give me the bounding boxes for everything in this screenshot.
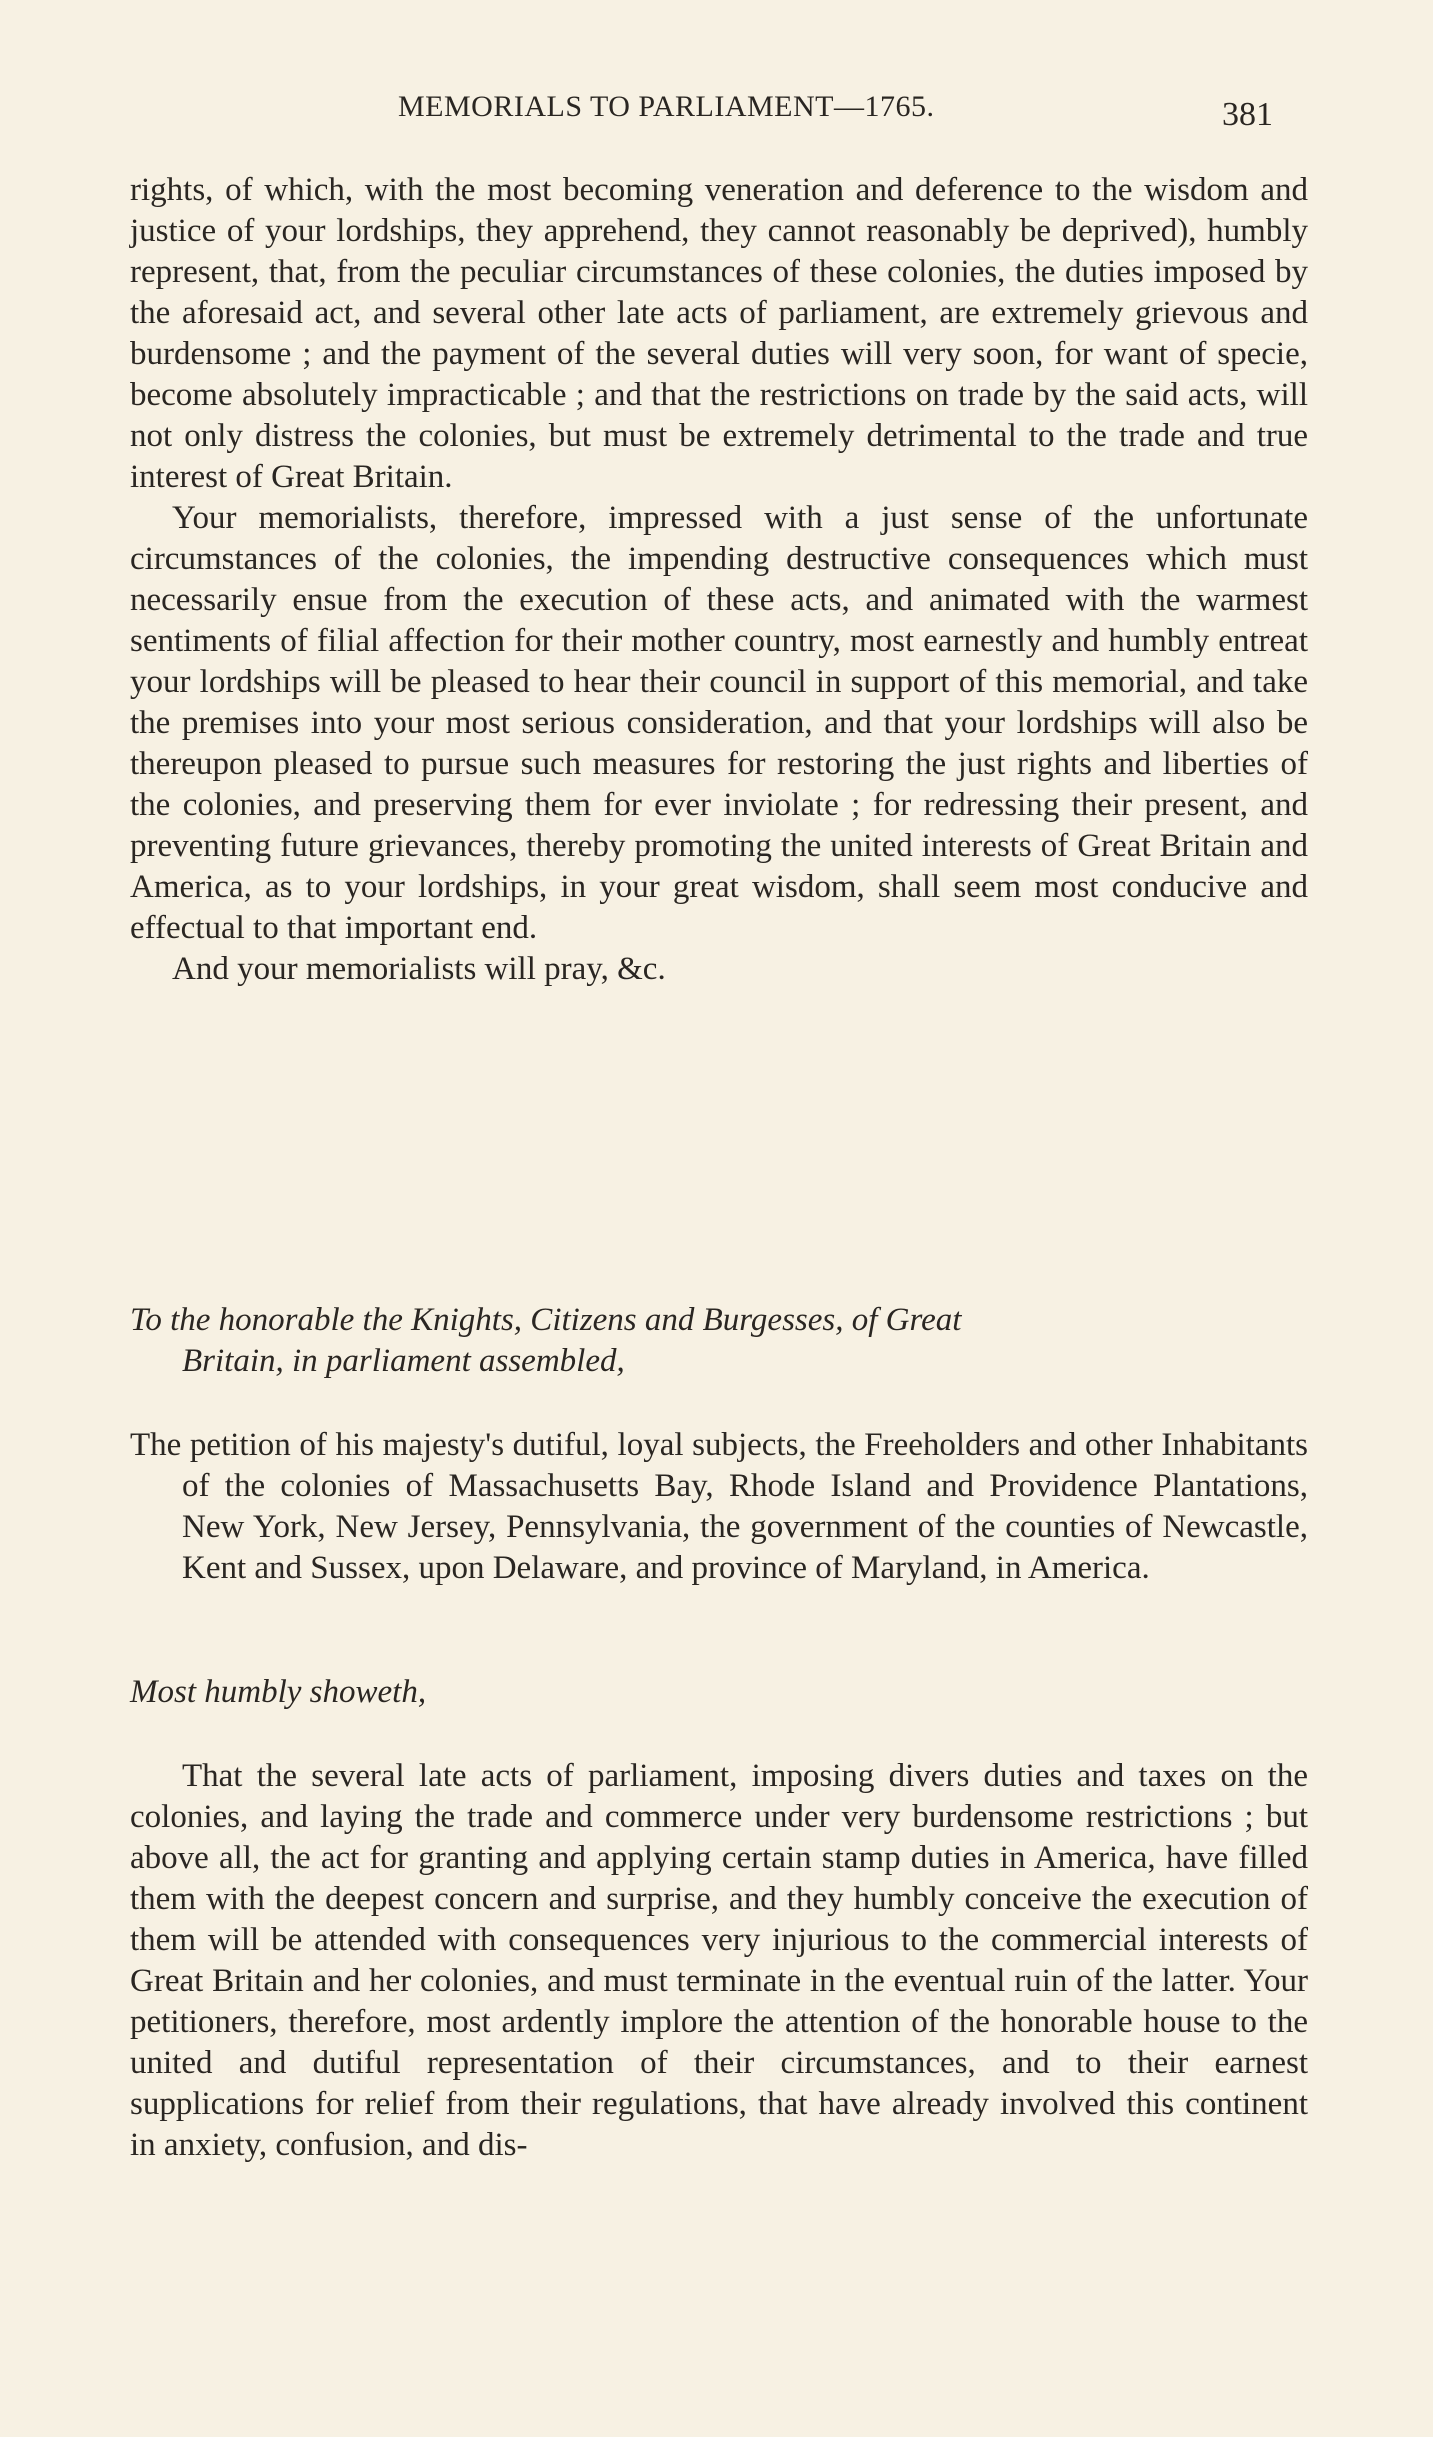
showeth-heading: Most humbly showeth, — [130, 1674, 427, 1710]
address-heading-line-1: To the honorable the Knights, Citizens and Burgesses, of Great — [130, 1302, 962, 1338]
petition-intro — [130, 1425, 1308, 1589]
memorial-paragraph-3: And your memorialists will pray, &c. — [172, 951, 666, 987]
memorial-text — [130, 170, 1308, 990]
petition-paragraph-1: That the several late acts of parliament, imposing divers duties and taxes on the colonies, and laying the trade and commerce under very burdensome restrictions ; but above all, the act for granting and applying certain stamp duties in America, have filled them with the deepest concern and surprise, and they humbly conceive the execution of them will be attended with consequences very injurious to the commercial interests of Great Britain and her colonies, and must terminate in the eventual ruin of the latter. Your petitioners, therefore, most ardently implore the attention of the honorable house to the united and dutiful representation of their circumstances, and to their earnest supplications for relief from their regulations, that have already involved this continent in anxiety, confusion, and dis- — [130, 1758, 1308, 2163]
address-heading-line-2: Britain, in parliament assembled, — [182, 1343, 625, 1379]
address-heading — [130, 1300, 1308, 1382]
page-number: 381 — [1222, 96, 1273, 133]
petition-body — [130, 1756, 1308, 2166]
petition-intro-text: The petition of his majesty's dutiful, loyal subjects, the Freeholders and other Inhabitants of the colonies of Massachusetts Bay, Rhode Island and Providence Plantations, New York, New Jersey, Pennsylvania, the government of the counties of Newcastle, Kent and Sussex, upon Delaware, and province of Maryland, in America. — [130, 1427, 1308, 1586]
running-title: MEMORIALS TO PARLIAMENT—1765. — [398, 90, 935, 123]
memorial-paragraph-2: Your memorialists, therefore, impressed with a just sense of the unfortunate circumstances of the colonies, the impending destructive consequences which must necessarily ensue from the execution of these acts, and animated with the warmest sentiments of filial affection for their mother country, most earnestly and humbly entreat your lordships will be pleased to hear their council in support of this memorial, and take the premises into your most serious consideration, and that your lordships will also be thereupon pleased to pursue such measures for restoring the just rights and liberties of the colonies, and preserving them for ever inviolate ; for redressing their present, and preventing future grievances, thereby promoting the united interests of Great Britain and America, as to your lordships, in your great wisdom, shall seem most conducive and effectual to that important end. — [130, 500, 1308, 946]
memorial-paragraph-1: rights, of which, with the most becoming veneration and deference to the wisdom and justice of your lordships, they apprehend, they cannot reasonably be deprived), humbly represent, that, from the peculiar circumstances of these colonies, the duties imposed by the aforesaid act, and several other late acts of parliament, are extremely grievous and burdensome ; and the payment of the several duties will very soon, for want of specie, become absolutely impracticable ; and that the restrictions on trade by the said acts, will not only distress the colonies, but must be extremely detrimental to the trade and true interest of Great Britain. — [130, 172, 1308, 495]
